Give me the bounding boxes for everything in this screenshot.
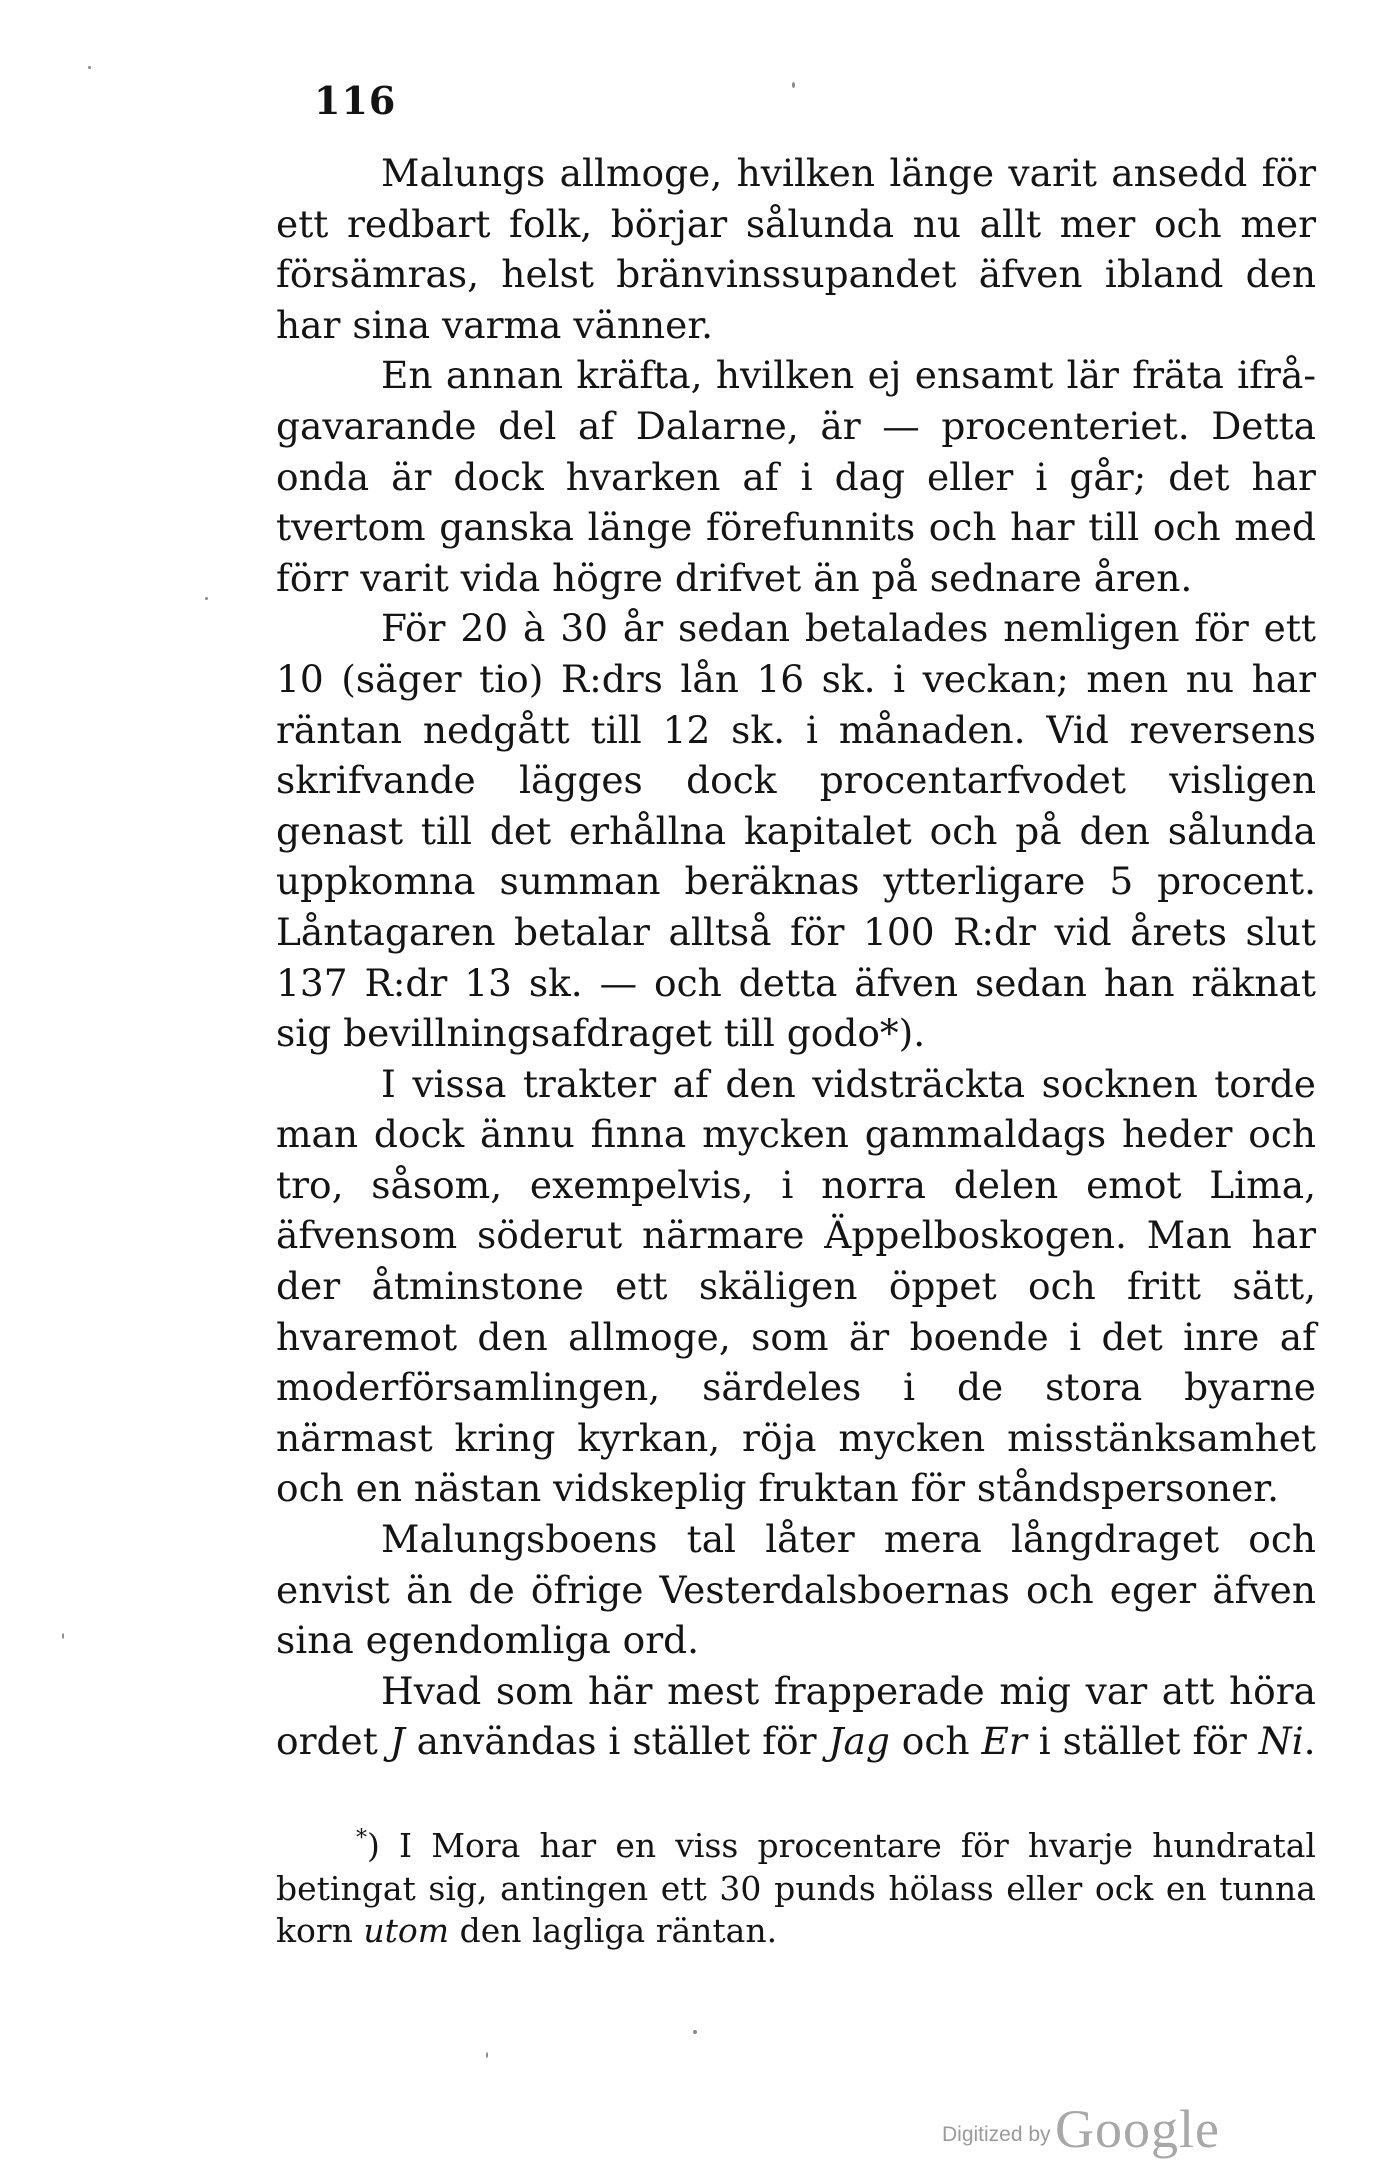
scan-speck: [88, 66, 91, 69]
paragraph-2: En annan kräfta, hvilken ej ensamt lär fräta ifrågavarande del af Dalarne, är — procenteriet. Detta onda är dock hvarken af i dag eller i går; det har tvertom ganska länge förefunnits och har till och med förr varit vida högre drifvet än på sednare åren.: [276, 353, 1316, 600]
paragraph-6-text-1: Hvad som här mest frapperade mig var att höra ordet: [276, 1668, 1316, 1764]
paragraph-6-italic-4: Ni: [1258, 1719, 1304, 1764]
paragraph-6-italic-3: Er: [981, 1719, 1027, 1764]
body-text: [276, 148, 1316, 1767]
scan-speck: [62, 1633, 64, 1639]
watermark-prefix: Digitized by: [942, 2123, 1051, 2146]
scan-speck: [792, 82, 795, 88]
digitized-by-google-watermark: [942, 2098, 1220, 2160]
google-logo: Google: [1055, 2099, 1220, 2159]
paragraph-3: För 20 à 30 år sedan betalades nemligen för ett 10 (säger tio) R:drs lån 16 sk. i veckan; men nu har räntan nedgått till 12 sk. i månaden. Vid reversens skrifvande lägges dock procentarfvodet visligen genast till det erhållna kapitalet och på den sålunda uppkomna summan beräknas ytterligare 5 procent. Låntagaren betalar alltså för 100 R:dr vid årets slut 137 R:dr 13 sk. — och detta äfven sedan han räknat sig bevillningsafdraget till godo*).: [276, 606, 1316, 1056]
footnote-text: [276, 1818, 1316, 1953]
footnote-text-2: den lagliga räntan.: [449, 1911, 778, 1950]
paragraph-1: Malungs allmoge, hvilken länge varit ansedd för ett redbart folk, börjar sålunda nu allt mer och mer försämras, helst bränvinssupandet äfven ibland den har sina varma vänner.: [276, 151, 1316, 347]
paragraph-5: Malungsboens tal låter mera långdraget och envist än de öfrige Vesterdalsboernas och eger äfven sina egendomliga ord.: [276, 1517, 1316, 1663]
footnote-paren: ): [367, 1826, 380, 1865]
paragraph-6-text-3: och: [889, 1719, 982, 1764]
paragraph-6-text-5: .: [1303, 1719, 1316, 1764]
paragraph-6-italic-1: J: [389, 1719, 405, 1764]
footnote-text-1: I Mora har en viss procentare för hvarje hundratal betingat sig, antingen ett 30 punds hölass eller ock en tunna korn: [276, 1826, 1316, 1950]
page-number: 116: [314, 78, 397, 123]
scan-speck: [693, 2030, 697, 2034]
footnote-marker: *: [356, 1826, 367, 1851]
scan-speck: [205, 597, 208, 600]
scan-speck: [486, 2052, 488, 2058]
paragraph-6-text-2: användas i stället för: [404, 1719, 829, 1764]
paragraph-6-italic-2: Jag: [828, 1719, 890, 1764]
paragraph-6-text-4: i stället för: [1026, 1719, 1259, 1764]
paragraph-4: I vissa trakter af den vidsträckta socknen torde man dock ännu finna mycken gammaldags heder och tro, såsom, exempelvis, i norra delen emot Lima, äfvensom söderut närmare Äppelboskogen. Man har der åtminstone ett skäligen öppet och fritt sätt, hvaremot den allmoge, som är boende i det inre af moderförsamlingen, särdeles i de stora byarne närmast kring kyrkan, röja mycken misstänksamhet och en nästan vidskeplig fruktan för ståndspersoner.: [276, 1061, 1316, 1511]
footnote-italic: utom: [363, 1911, 450, 1950]
footnote: [276, 1818, 1316, 1953]
paragraph-6: [276, 1666, 1316, 1767]
